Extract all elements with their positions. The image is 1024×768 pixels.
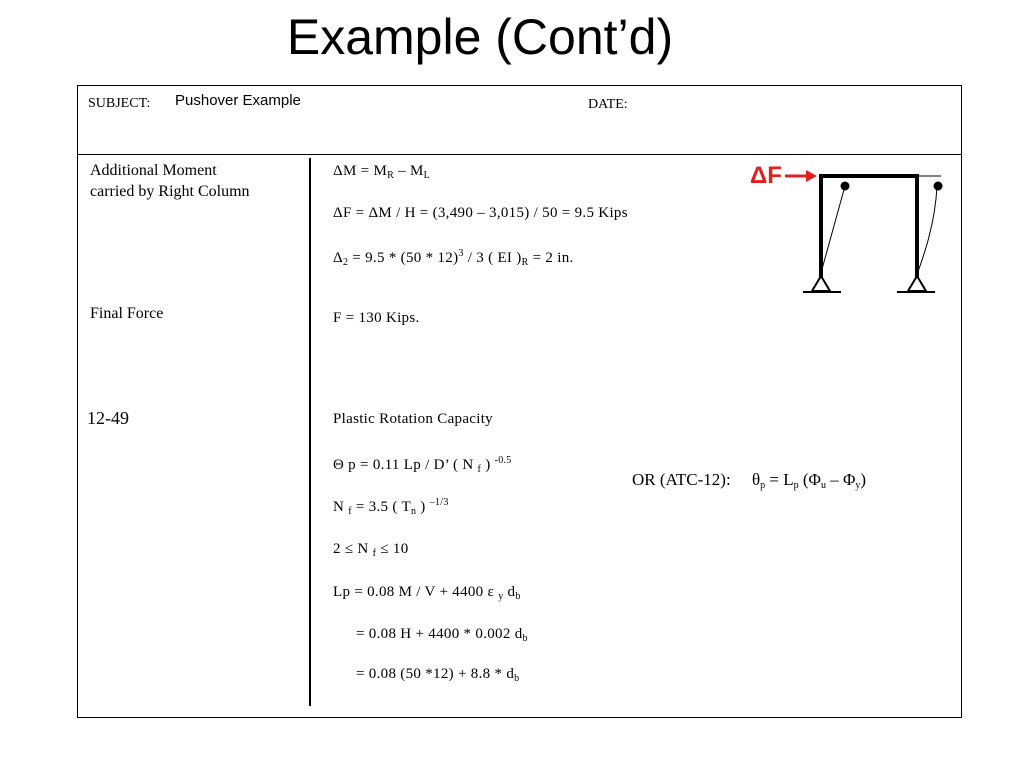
subject-label: SUBJECT:: [88, 96, 151, 111]
portal-frame-figure: [745, 158, 960, 298]
plastic-hinge-right: [934, 182, 943, 191]
lp-equation-2: = 0.08 H + 4400 * 0.002 $d_b$: [356, 626, 528, 644]
plastic-rotation-label: Plastic Rotation Capacity: [333, 411, 493, 427]
plastic-hinge-left: [841, 182, 850, 191]
additional-moment-label-line2: carried by Right Column: [90, 183, 250, 200]
subject-value: Pushover Example: [175, 92, 301, 109]
lp-equation-3: = 0.08 (50 $*12) + 8.8 * d_b$: [356, 666, 520, 684]
final-force-label: Final Force: [90, 305, 164, 322]
equation-number: 12-49: [87, 408, 129, 428]
date-label: DATE:: [588, 97, 628, 112]
additional-moment-label-line1: Additional Moment: [90, 162, 217, 179]
frame-members: [821, 176, 917, 286]
column-divider: [309, 158, 311, 706]
n-f-range: 2 ≤ N $_f$ ≤ 10: [333, 541, 409, 559]
delta-force-equation: ΔF = ΔM / H = (3,490 – 3,015) / 50 = 9.5 Kips: [333, 205, 628, 221]
n-f-equation: N $_f$ = 3.5 ( $T_n$ ) $^{-1/3}$: [333, 497, 449, 517]
delta-2-equation: $\Delta_2 = 9.5 * (50 * 12)^3 / 3$ ( EI )$_R = 2$ in.: [333, 248, 574, 268]
left-pin-support: [812, 276, 830, 291]
atc12-equation: OR (ATC-12): $\theta_p = L_p$ $(\Phi_u - \Phi_y)$: [632, 470, 867, 491]
force-label: ΔF: [750, 162, 782, 189]
final-force-equation: F = 130 Kips.: [333, 310, 420, 326]
slide-title: Example (Cont’d): [286, 9, 674, 65]
header-divider: [77, 154, 962, 155]
right-pin-support: [908, 276, 926, 291]
delta-moment-equation: $\Delta M = M_R - M_L$: [333, 163, 431, 181]
force-arrow-head: [806, 170, 817, 182]
theta-p-equation: Θ p = 0.11 Lp / D’ ( N $_f$ ) $^{-0.5}$: [333, 455, 512, 475]
lp-equation-1: Lp = 0.08 M / V + 4400 ε $_y$ $d_b$: [333, 584, 521, 602]
